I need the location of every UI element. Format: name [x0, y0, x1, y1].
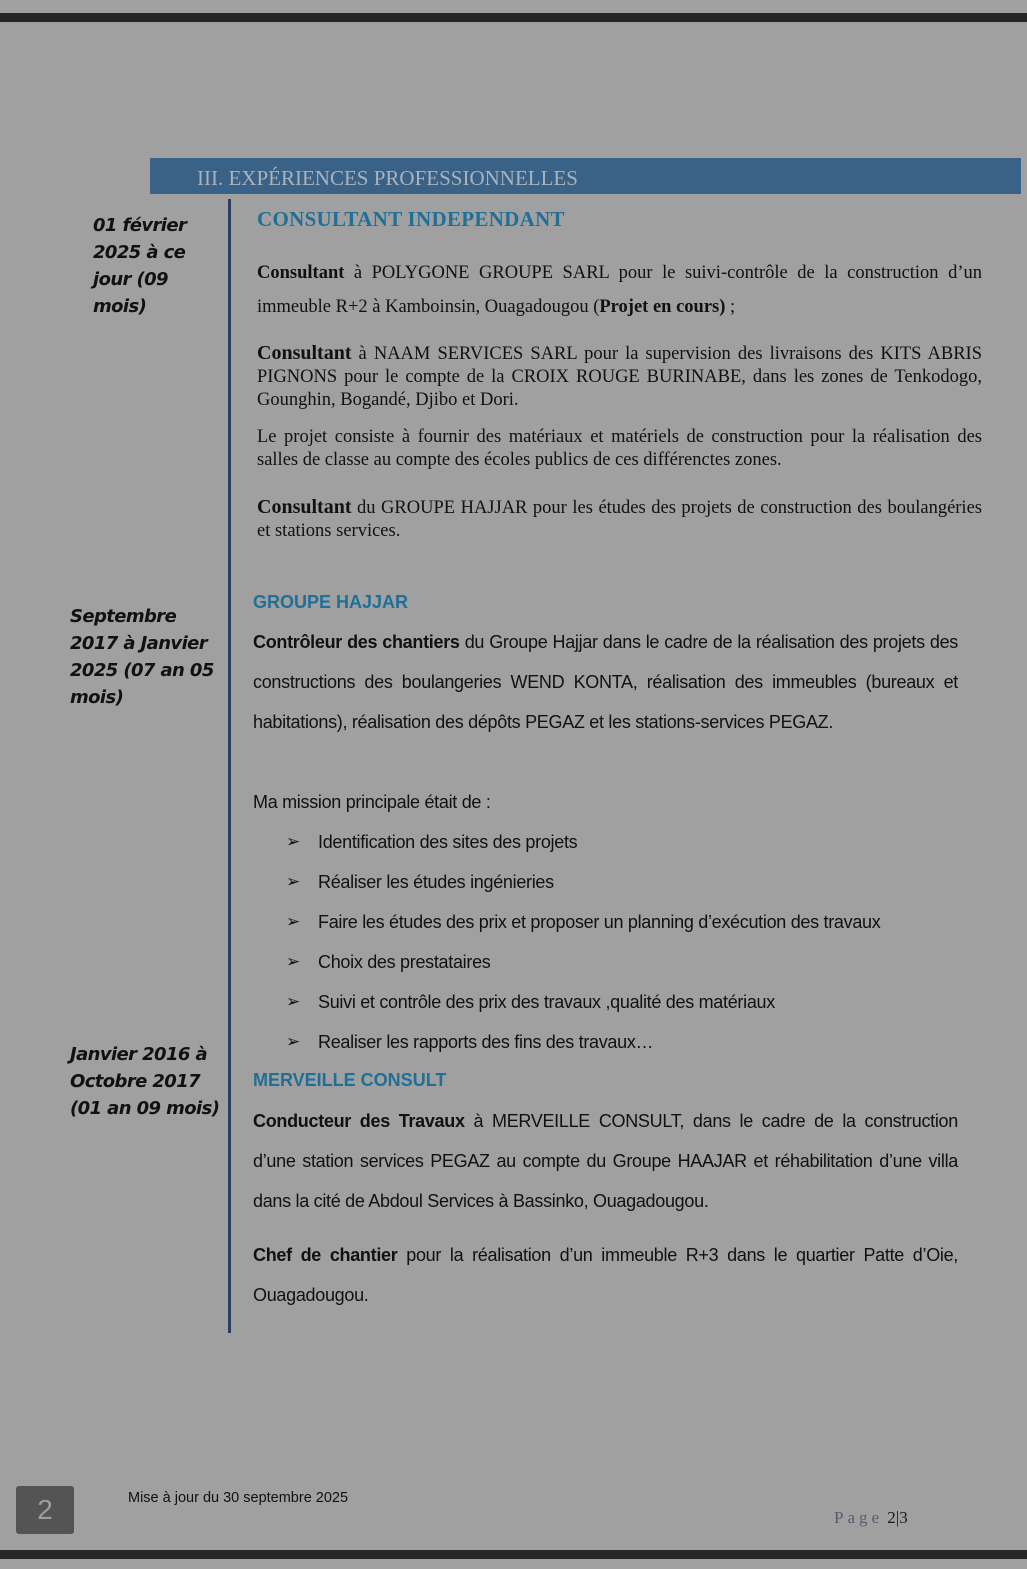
date-line: mois) [93, 296, 147, 317]
date-line: 01 février [93, 215, 187, 236]
role-label: Consultant [257, 263, 345, 283]
paragraph-text: du GROUPE HAJJAR pour les études des projets de construction des boulangéries et stations services. [257, 498, 982, 541]
date-line: jour (09 [93, 269, 168, 290]
experience-paragraph [253, 622, 958, 742]
paragraph-text: Ma mission principale était de : [253, 792, 491, 812]
list-item-text: Réaliser les études ingénieries [318, 872, 554, 892]
experience-paragraph [257, 256, 982, 324]
update-date: Mise à jour du 30 septembre 2025 [128, 1490, 349, 1506]
list-item [286, 862, 880, 902]
arrow-bullet-icon: ➢ [286, 832, 300, 851]
paragraph-text: à POLYGONE GROUPE SARL pour le suivi-contrôle de la construction d’un immeuble R+2 à Kamboinsin, Ouagadougou ( [257, 263, 982, 317]
date-line: 2025 (07 an 05 [70, 660, 214, 681]
arrow-bullet-icon: ➢ [286, 872, 300, 891]
list-item-text: Identification des sites des projets [318, 832, 578, 852]
company-title: MERVEILLE CONSULT [253, 1070, 447, 1090]
experience-date [70, 603, 220, 711]
arrow-bullet-icon: ➢ [286, 952, 300, 971]
page-separator: | [895, 1508, 900, 1527]
list-item-text: Realiser les rapports des fins des travaux… [318, 1032, 654, 1052]
role-label: Chef de chantier [253, 1245, 398, 1265]
list-item [286, 822, 880, 862]
section-title: III. EXPÉRIENCES PROFESSIONNELLES [197, 166, 578, 190]
experience-paragraph [253, 782, 958, 822]
date-line: 2017 à Janvier [70, 633, 208, 654]
list-item [286, 1022, 880, 1062]
experience-paragraph [257, 426, 982, 472]
page-indicator [834, 1508, 908, 1528]
arrow-bullet-icon: ➢ [286, 912, 300, 931]
role-label: Contrôleur des chantiers [253, 632, 460, 652]
list-item-text: Choix des prestataires [318, 952, 491, 972]
section-header [150, 158, 1021, 194]
page-top-border [0, 13, 1027, 22]
role-label: Consultant [257, 496, 352, 518]
role-label: Consultant [257, 342, 352, 364]
paragraph-text: à MERVEILLE CONSULT, dans le cadre de la construction d’une station services PEGAZ au compte du Groupe HAAJAR et réhabilitation d’une villa dans la cité de Abdoul Services à Bassinko, Ouagadougou. [253, 1111, 958, 1211]
page-current: 2 [887, 1508, 896, 1527]
page-bottom-border [0, 1550, 1027, 1559]
experience-paragraph [257, 496, 982, 543]
timeline-divider [228, 199, 231, 1333]
list-item [286, 902, 880, 942]
experience-date [70, 1041, 220, 1122]
experience-paragraph [253, 1235, 958, 1315]
list-item [286, 982, 880, 1022]
date-line: 2025 à ce [93, 242, 186, 263]
date-line: Octobre 2017 [70, 1071, 201, 1092]
experience-date [93, 212, 223, 320]
company-title: GROUPE HAJJAR [253, 592, 409, 612]
list-item [286, 942, 880, 982]
page-word: Page [834, 1508, 884, 1527]
status-label: Projet en cours) [599, 297, 726, 317]
experience-paragraph [253, 1101, 958, 1221]
page-total: 3 [899, 1508, 908, 1527]
arrow-bullet-icon: ➢ [286, 1032, 300, 1051]
arrow-bullet-icon: ➢ [286, 992, 300, 1011]
date-line: Septembre [70, 606, 177, 627]
date-line: mois) [70, 687, 124, 708]
date-line: Janvier 2016 à [70, 1044, 208, 1065]
list-item-text: Faire les études des prix et proposer un planning d’exécution des travaux [318, 912, 881, 932]
paragraph-text: Le projet consiste à fournir des matériaux et matériels de construction pour la réalisation des salles de classe au compte des écoles publics de ces différenctes zones. [257, 427, 982, 470]
company-title: CONSULTANT INDEPENDANT [257, 207, 565, 231]
paragraph-text: ; [725, 297, 736, 317]
page-number-badge: 2 [16, 1486, 74, 1534]
list-item-text: Suivi et contrôle des prix des travaux ,qualité des matériaux [318, 992, 775, 1012]
experience-paragraph [257, 342, 982, 412]
paragraph-text: à NAAM SERVICES SARL pour la supervision des livraisons des KITS ABRIS PIGNONS pour le compte de la CROIX ROUGE BURINABE, dans les zones de Tenkodogo, Gounghin, Bogandé, Djibo et Dori. [257, 344, 982, 410]
role-label: Conducteur des Travaux [253, 1111, 465, 1131]
mission-list [286, 822, 880, 1062]
paragraph-text: pour la réalisation d’un immeuble R+3 dans le quartier Patte d’Oie, Ouagadougou. [253, 1245, 959, 1305]
date-line: (01 an 09 mois) [70, 1098, 220, 1119]
paragraph-text: du Groupe Hajjar dans le cadre de la réalisation des projets des constructions des boulangeries WEND KONTA, réalisation des immeubles (bureaux et habitations), réalisation des dépôts PEGAZ et les stations-services PEGAZ. [253, 632, 958, 732]
